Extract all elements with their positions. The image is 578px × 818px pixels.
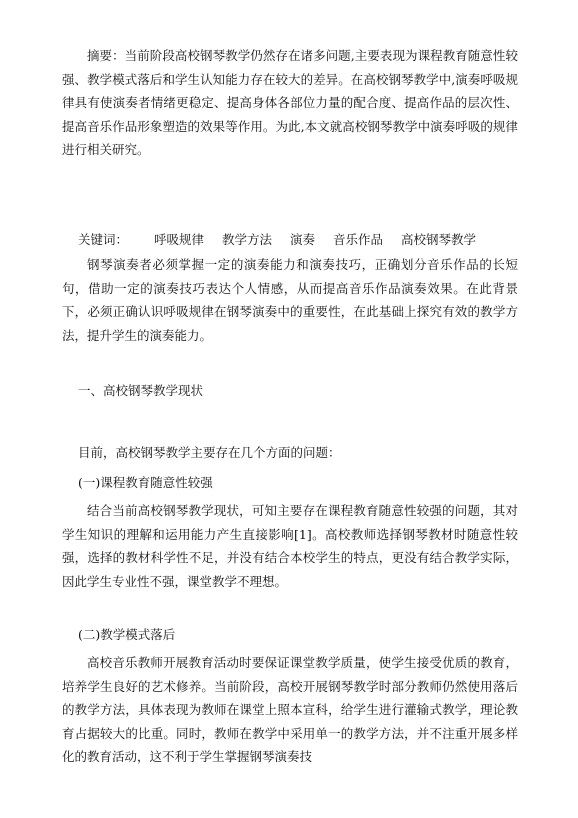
- subsection-heading: (一)课程教育随意性较强: [78, 475, 213, 490]
- keyword-item: 呼吸规律: [154, 232, 205, 247]
- keyword-item: 音乐作品: [333, 232, 384, 247]
- abstract-paragraph: 摘要：当前阶段高校钢琴教学仍然存在诸多问题,主要表现为课程教育随意性较强、教学模式落后和学生认知能力存在较大的差异。在高校钢琴教学中,演奏呼吸规律具有使演奏者情绪更稳定、提高身体各部位力量的配合度、提高作品的层次性、提高音乐作品形象塑造的效果等作用。为此,本文就高校钢琴教学中演奏呼吸的规律进行相关研究。: [62, 48, 518, 158]
- subsection-paragraph: 结合当前高校钢琴教学现状，可知主要存在课程教育随意性较强的问题，其对学生知识的理解和运用能力产生直接影响[1]。高校教师选择钢琴教材时随意性较强，选择的教材科学性不足，并没有结合本校学生的特点，更没有结合教学实际，因此学生专业性不强，课堂教学不理想。: [62, 503, 518, 589]
- keywords-label: 关键词：: [78, 232, 129, 247]
- section-heading: 一、高校钢琴教学现状: [78, 383, 204, 398]
- keywords-line: [78, 232, 476, 248]
- keyword-item: 高校钢琴教学: [401, 232, 477, 247]
- keyword-item: 教学方法: [222, 232, 273, 247]
- subsection-heading: (二)教学模式落后: [78, 627, 176, 642]
- subsection-paragraph: 高校音乐教师开展教育活动时要保证课堂教学质量，使学生接受优质的教育，培养学生良好的艺术修养。当前阶段，高校开展钢琴教学时部分教师仍然使用落后的教学方法，具体表现为教师在课堂上照本宣科，给学生进行灌输式教学，理论教育占据较大的比重。同时，教师在教学中采用单一的教学方法，并不注重开展多样化的教育活动，这不利于学生掌握钢琴演奏技: [62, 655, 518, 765]
- keyword-item: 演奏: [290, 232, 316, 247]
- section-lead-text: 目前，高校钢琴教学主要存在几个方面的问题：: [78, 445, 341, 460]
- intro-paragraph: 钢琴演奏者必须掌握一定的演奏能力和演奏技巧，正确划分音乐作品的长短句，借助一定的演奏技巧表达个人情感，从而提高音乐作品演奏效果。在此背景下，必须正确认识呼吸规律在钢琴演奏中的重要性，在此基础上探究有效的教学方法，提升学生的演奏能力。: [62, 257, 518, 343]
